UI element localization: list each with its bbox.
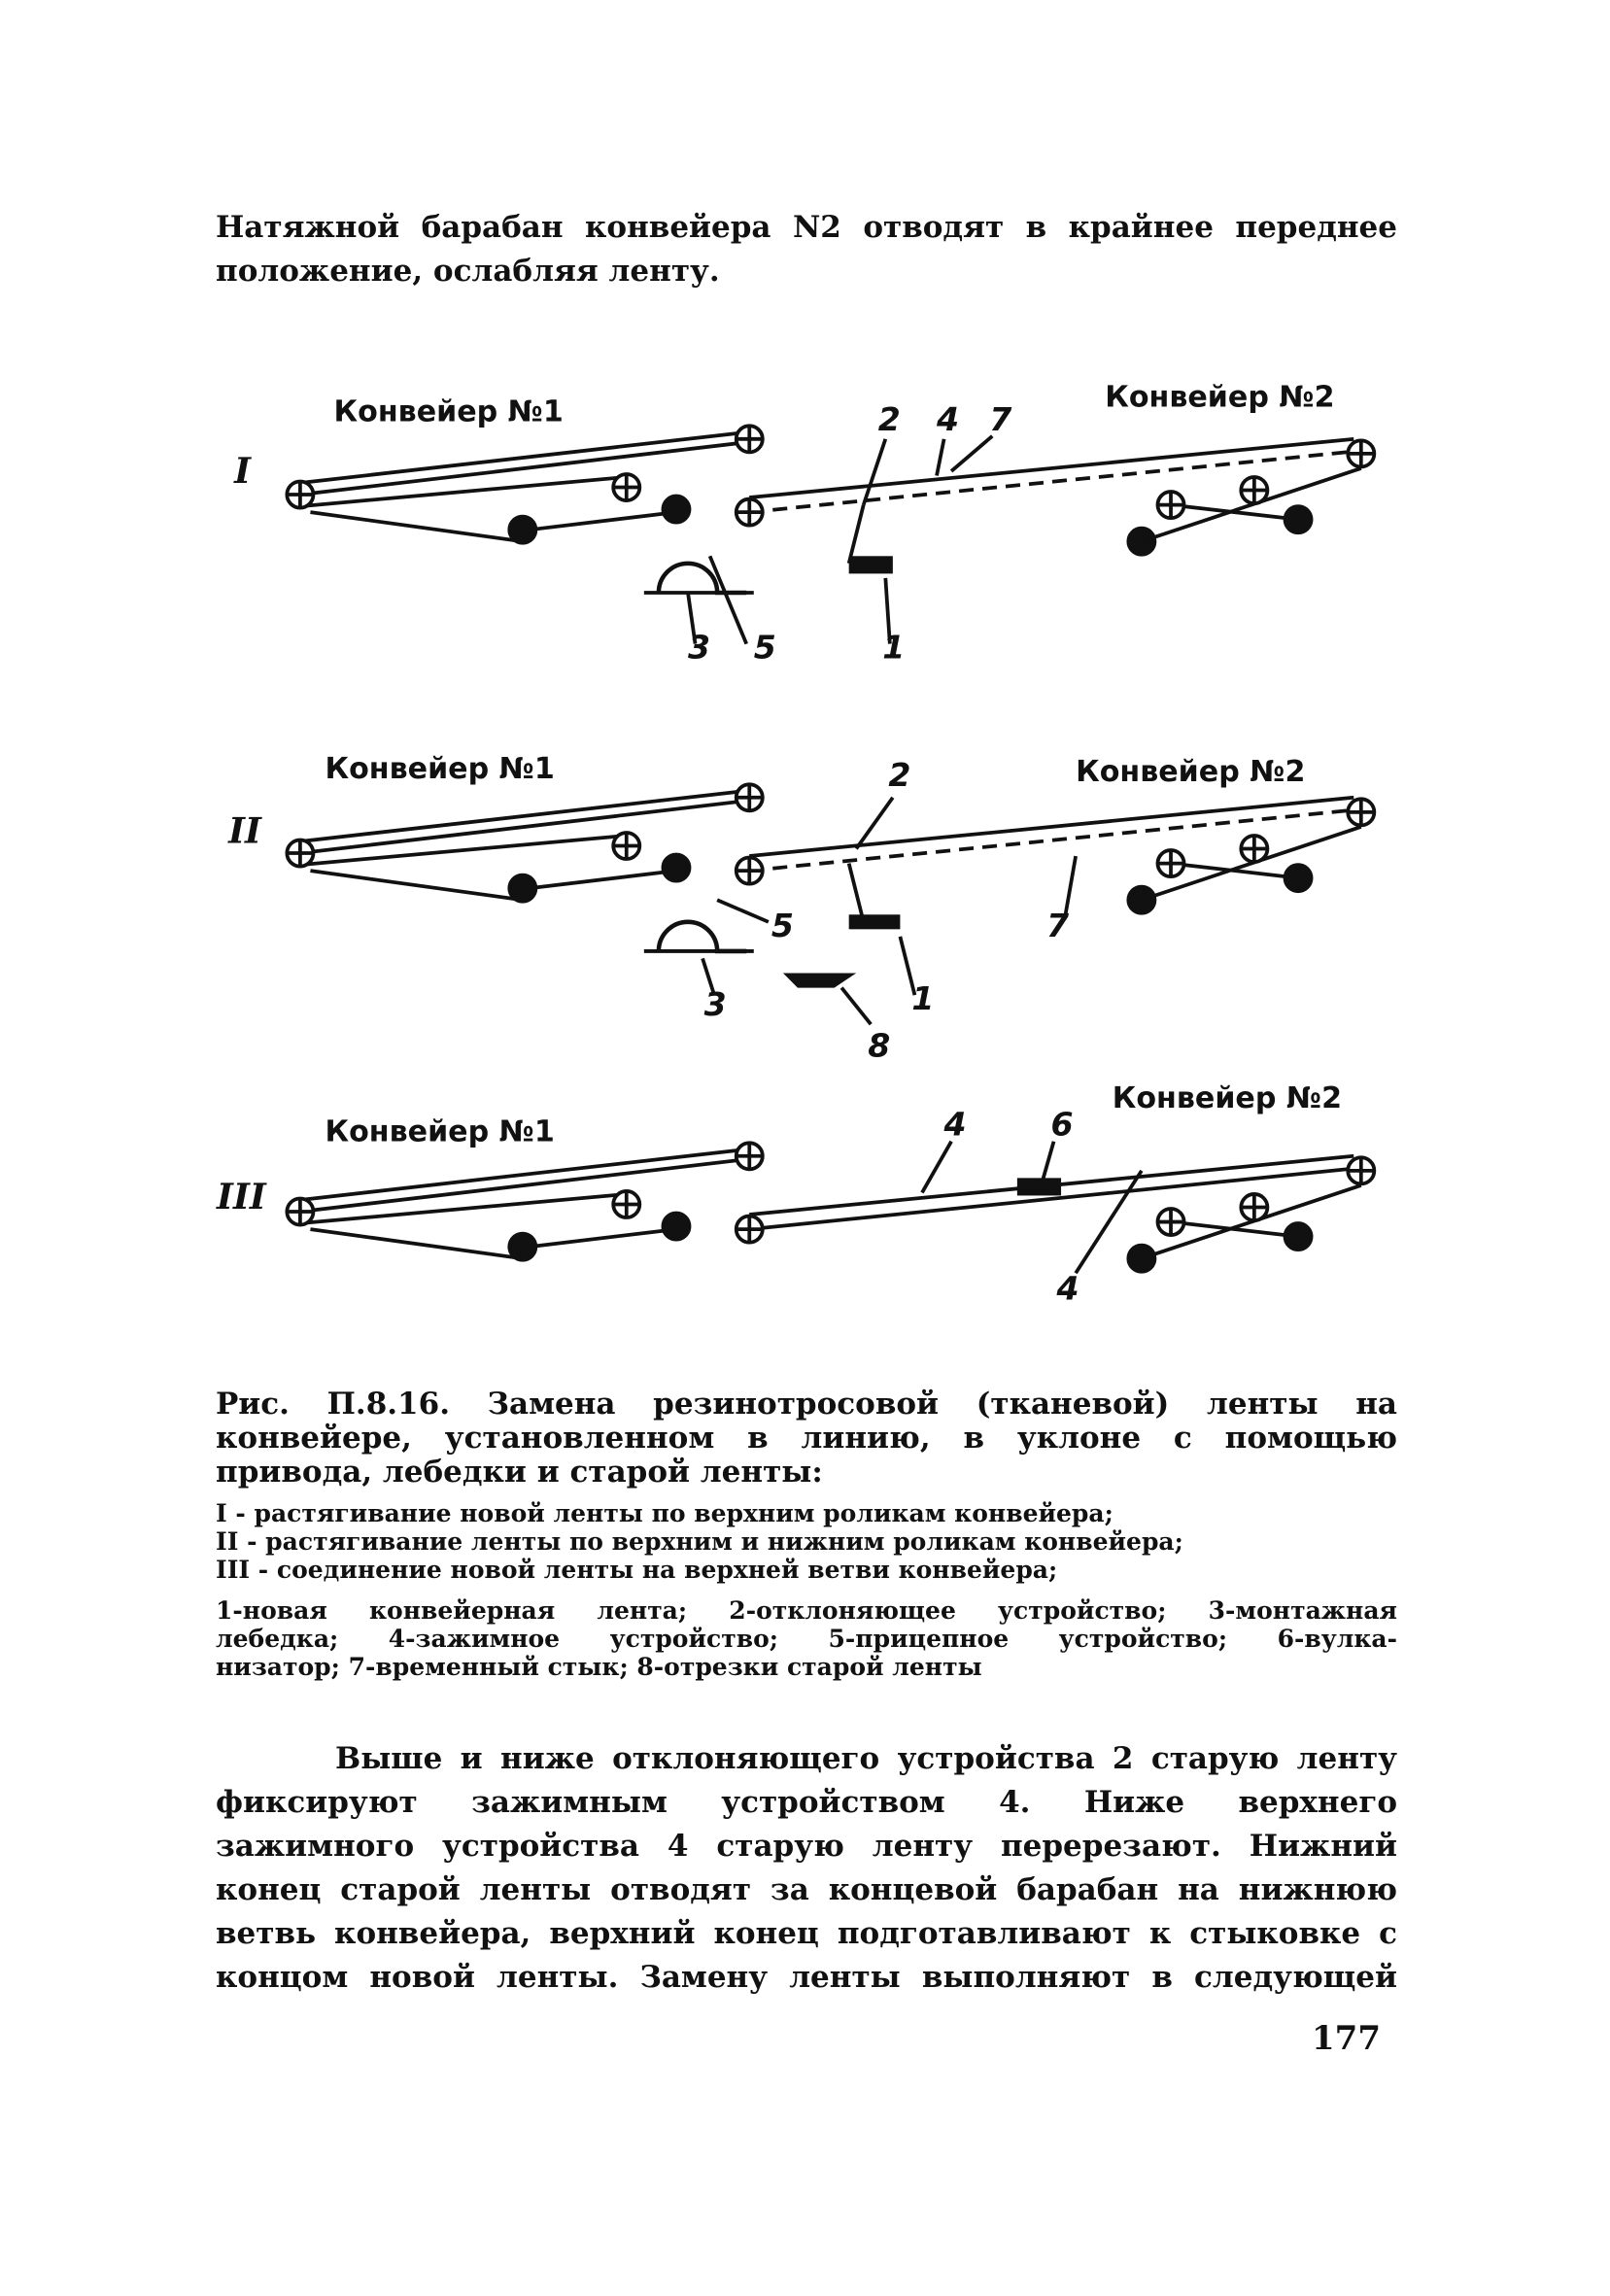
intro-line: Натяжной барабан конвейера N2 отводят в крайнее переднее <box>216 210 1397 245</box>
belt-line <box>749 1168 1361 1229</box>
callout-number: 3 <box>703 985 727 1024</box>
belt-line <box>922 1142 951 1193</box>
belt-line <box>937 439 944 476</box>
caption-legend: лебедка; 4-зажимное устройство; 5-прицепное устройство; 6-вулка- <box>216 1625 1397 1653</box>
roman-label: III <box>217 1176 266 1218</box>
caption-stage: I - растягивание новой ленты по верхним роликам конвейера; <box>216 1499 1113 1527</box>
body-line: зажимного устройства 4 старую ленту перерезают. Нижний <box>216 1829 1397 1864</box>
roman-label: II <box>228 809 261 852</box>
winch-icon <box>659 922 746 951</box>
callout-number: 7 <box>989 399 1012 438</box>
belt-line <box>864 439 886 505</box>
callout-number: 1 <box>882 628 906 667</box>
body-line: концом новой ленты. Замену ленты выполняют в следующей <box>216 1960 1397 1995</box>
caption-stage: III - соединение новой ленты на верхней ветви конвейера; <box>216 1556 1058 1584</box>
roman-label: I <box>234 449 252 492</box>
belt-line <box>849 864 864 922</box>
callout-number: 2 <box>877 399 901 438</box>
belt-line <box>530 512 676 530</box>
belt-line <box>300 433 739 483</box>
belt-line <box>749 809 1361 871</box>
page-number: 177 <box>1312 2019 1381 2058</box>
label-conveyor-2: Конвейер №2 <box>1112 1081 1343 1116</box>
belt-roll-icon <box>849 914 901 929</box>
callout-number: 3 <box>688 628 711 667</box>
belt-line <box>310 512 522 541</box>
belt-line <box>1171 1222 1298 1237</box>
belt-line <box>300 836 627 865</box>
belt-roll-icon <box>849 556 893 573</box>
belt-line <box>530 871 676 888</box>
belt-line <box>300 1194 627 1223</box>
callout-number: 4 <box>943 1105 967 1144</box>
belt-line <box>300 792 739 841</box>
caption-stage: II - растягивание ленты по верхним и нижним роликам конвейера; <box>216 1527 1183 1556</box>
callout-number: 4 <box>1056 1269 1079 1308</box>
label-conveyor-1: Конвейер №1 <box>333 394 564 429</box>
belt-line <box>300 477 627 506</box>
body-line: Выше и ниже отклоняющего устройства 2 старую ленту <box>335 1741 1397 1776</box>
body-line: фиксируют зажимным устройством 4. Ниже верхнего <box>216 1785 1397 1820</box>
callout-number: 7 <box>1045 906 1070 944</box>
belt-line <box>710 556 747 643</box>
body-line: конец старой ленты отводят за концевой барабан на нижнюю <box>216 1872 1397 1907</box>
caption-title: конвейере, установленном в линию, в уклоне с помощью <box>216 1421 1397 1456</box>
winch-icon <box>659 564 746 593</box>
belt-line <box>841 988 871 1025</box>
label-conveyor-2: Конвейер №2 <box>1105 380 1335 415</box>
intro-line: положение, ослабляя ленту. <box>216 254 720 289</box>
callout-number: 5 <box>753 628 776 667</box>
callout-number: 2 <box>888 755 911 794</box>
belt-line <box>310 1229 522 1258</box>
belt-line <box>530 1229 676 1247</box>
callout-number: 5 <box>771 906 794 944</box>
label-conveyor-2: Конвейер №2 <box>1076 755 1306 790</box>
belt-line <box>300 1150 739 1200</box>
callout-number: 4 <box>937 399 960 438</box>
caption-legend: 1-новая конвейерная лента; 2-отклоняющее устройство; 3-монтажная <box>216 1596 1397 1625</box>
belt-line <box>310 871 522 900</box>
belt-line <box>1171 505 1298 520</box>
caption-legend: низатор; 7-временный стык; 8-отрезки старой ленты <box>216 1653 982 1681</box>
belt-line <box>749 451 1361 512</box>
belt-line <box>1171 864 1298 878</box>
callout-number: 1 <box>911 979 935 1018</box>
belt-line <box>951 436 992 471</box>
caption-title: Рис. П.8.16. Замена резинотросовой (тканевой) ленты на <box>216 1387 1397 1422</box>
callout-number: 8 <box>868 1026 891 1065</box>
vulcanizer-icon <box>1017 1178 1061 1195</box>
belt-line <box>849 505 864 564</box>
label-conveyor-1: Конвейер №1 <box>325 1114 555 1149</box>
caption-title: привода, лебедки и старой ленты: <box>216 1455 823 1490</box>
callout-number: 6 <box>1050 1105 1074 1144</box>
label-conveyor-1: Конвейер №1 <box>325 752 555 787</box>
old-belt-pieces-icon <box>783 974 856 988</box>
body-line: ветвь конвейера, верхний конец подготавливают к стыковке с <box>216 1916 1397 1951</box>
belt-line <box>717 900 769 922</box>
